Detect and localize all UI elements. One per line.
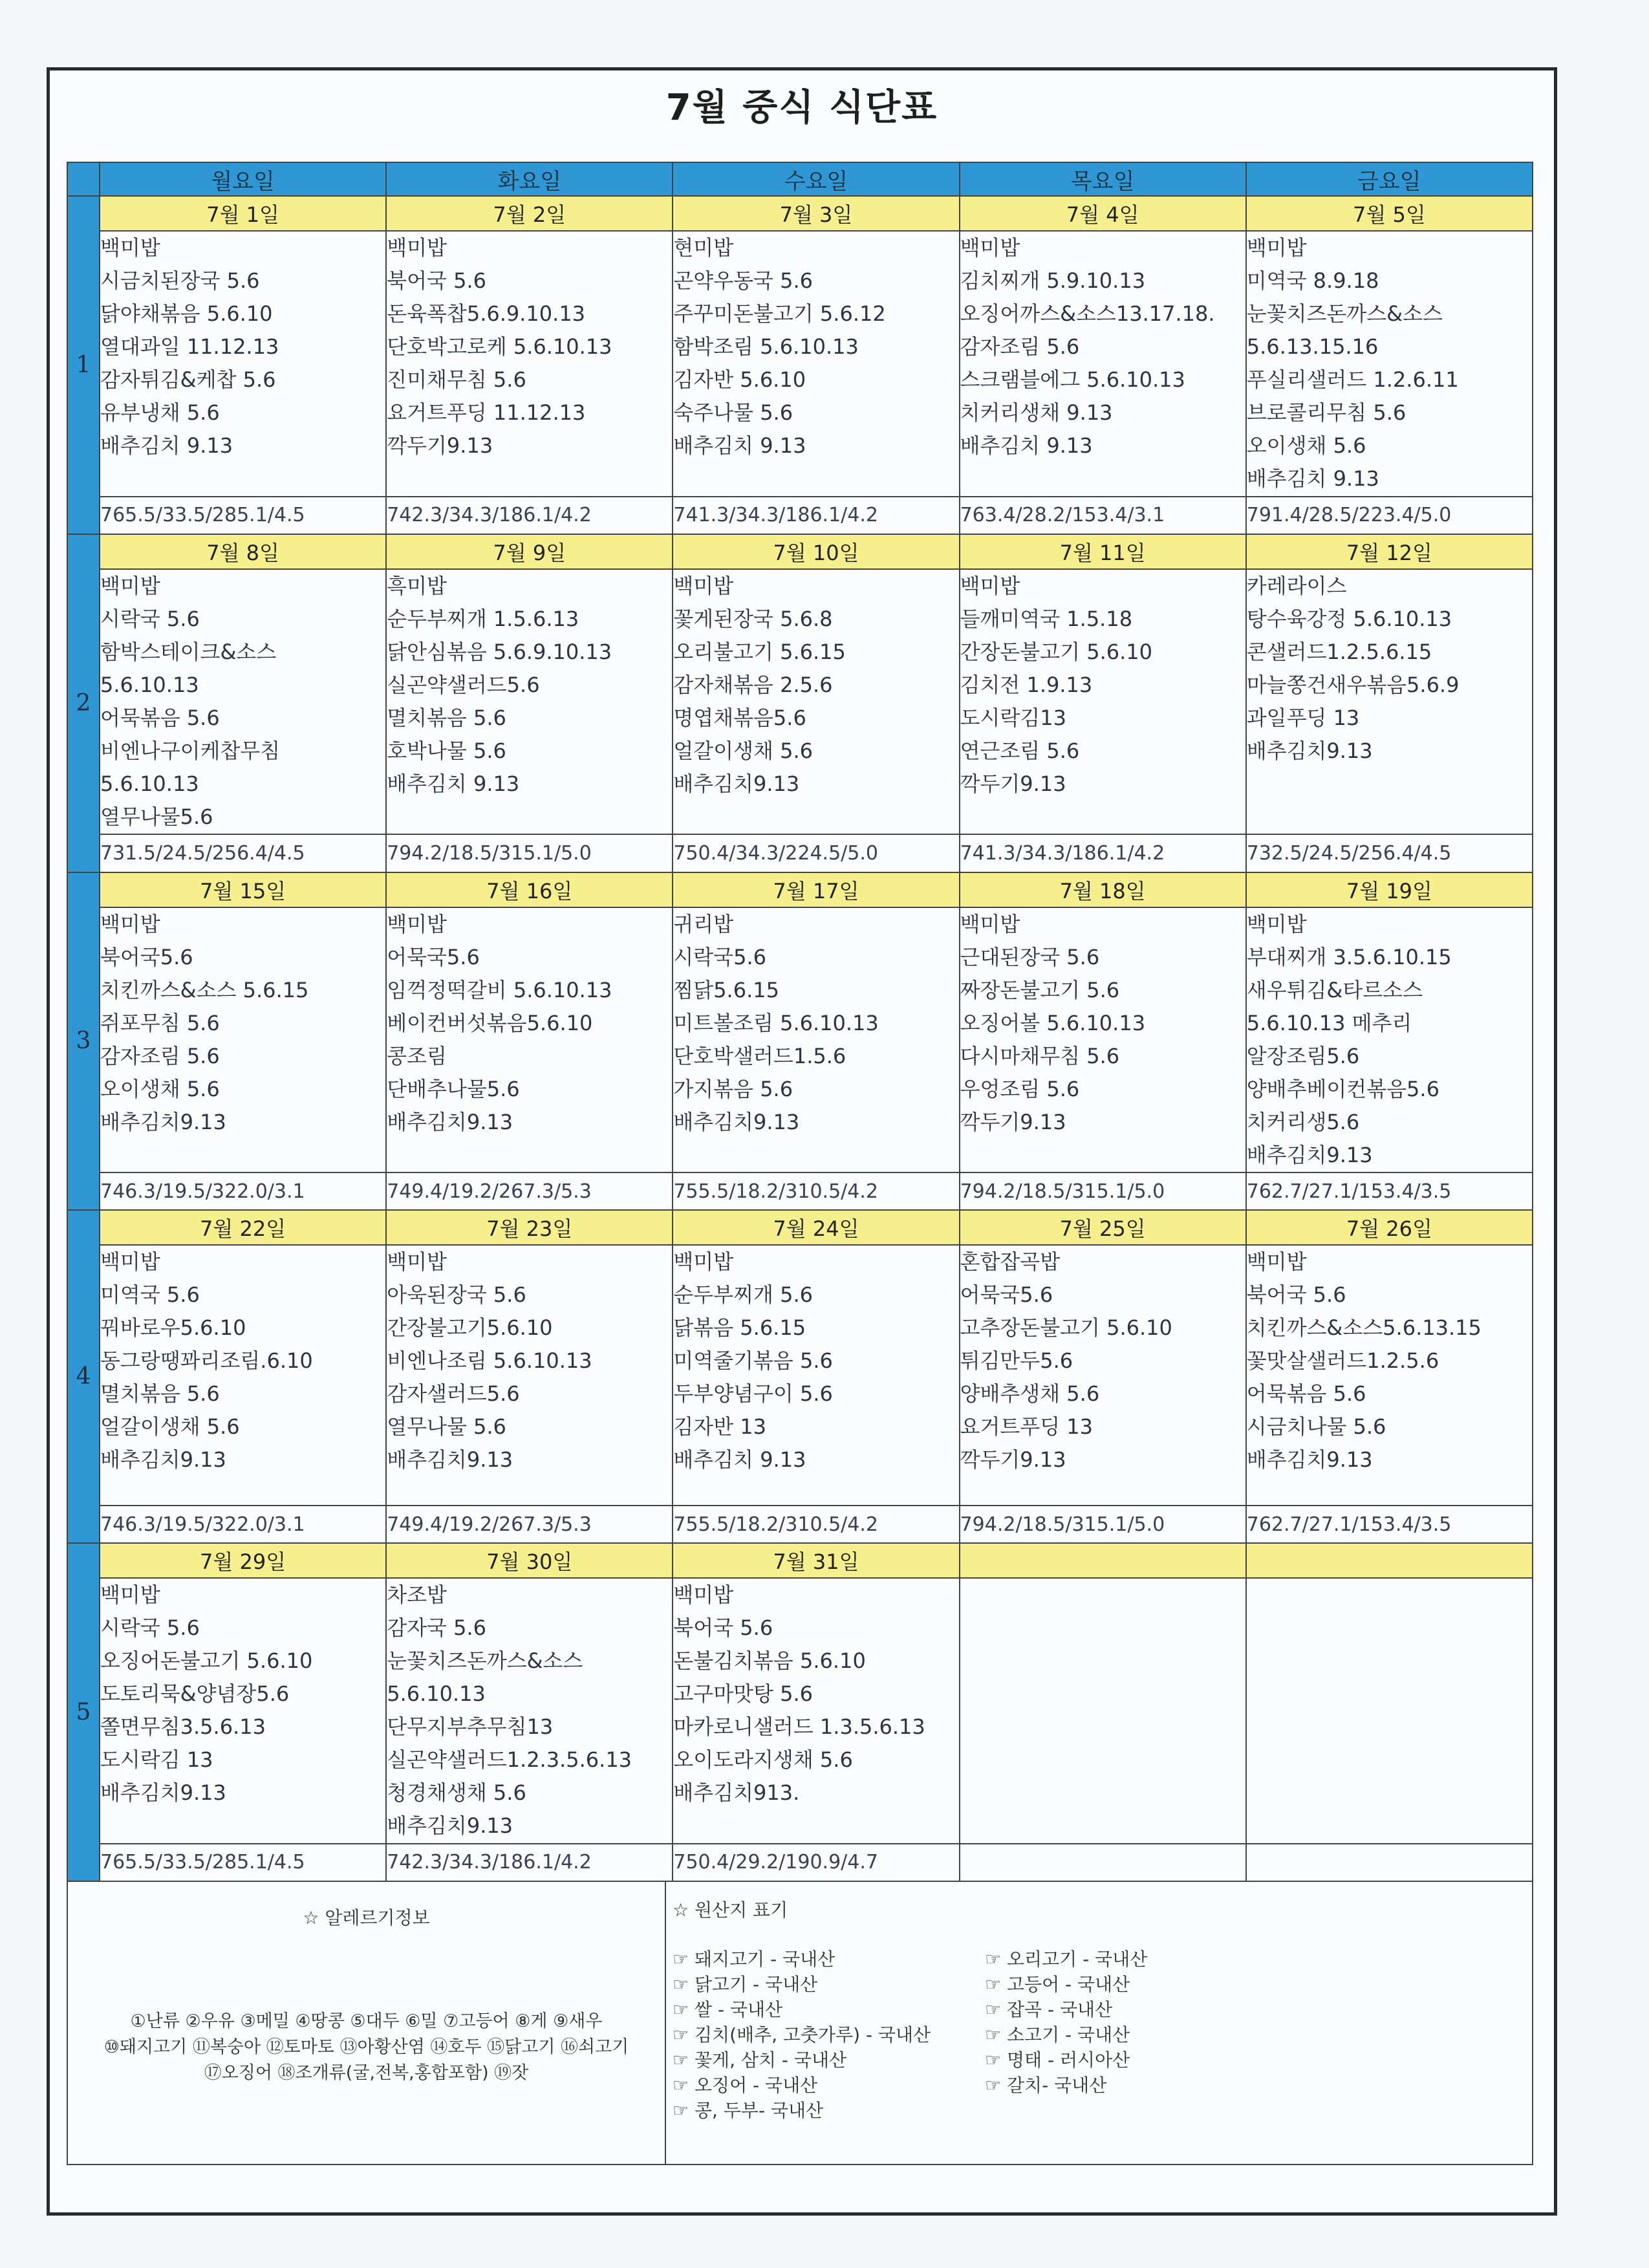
weekday-wednesday: 수요일 bbox=[673, 162, 959, 196]
menu-item: 주꾸미돈불고기 5.6.12 bbox=[673, 301, 886, 327]
menu-item: 베이컨버섯볶음5.6.10 bbox=[387, 1010, 593, 1035]
allergy-list bbox=[74, 2009, 658, 2086]
weekday-monday: 월요일 bbox=[100, 162, 386, 196]
menu-item: 배추김치 9.13 bbox=[387, 771, 520, 796]
menu-cell bbox=[100, 1245, 386, 1506]
menu-item: 얼갈이생채 5.6 bbox=[100, 1414, 240, 1440]
origin-item: ☞ 고등어 - 국내산 bbox=[985, 1974, 1130, 1995]
menu-item: 북어국 5.6 bbox=[673, 1615, 773, 1641]
menu-item: 임꺽정떡갈비 5.6.10.13 bbox=[387, 977, 612, 1002]
menu-item: 감자튀김&케찹 5.6 bbox=[100, 367, 276, 393]
week-number: 3 bbox=[67, 872, 100, 1211]
origin-item: ☞ 콩, 두부- 국내산 bbox=[673, 2100, 824, 2121]
menu-item: 김자반 5.6.10 bbox=[673, 367, 806, 393]
date-cell: 7월 16일 bbox=[386, 872, 673, 907]
info-footer bbox=[67, 1882, 1533, 2165]
menu-item: 단무지부추무침13 bbox=[387, 1714, 554, 1740]
nutrition-cell: 794.2/18.5/315.1/5.0 bbox=[386, 834, 673, 872]
menu-item: 배추김치9.13 bbox=[387, 1813, 513, 1839]
date-cell bbox=[1246, 1543, 1533, 1578]
date-cell: 7월 22일 bbox=[100, 1210, 386, 1245]
origin-item: ☞ 소고기 - 국내산 bbox=[985, 2024, 1130, 2046]
menu-item: 단호박고로케 5.6.10.13 bbox=[387, 334, 612, 360]
menu-item: 어묵볶음 5.6 bbox=[1246, 1381, 1366, 1407]
menu-cell bbox=[960, 1578, 1246, 1844]
menu-item: 부대찌개 3.5.6.10.15 bbox=[1246, 944, 1452, 969]
date-cell: 7월 5일 bbox=[1246, 196, 1533, 231]
menu-item: 눈꽃치즈돈까스&소스 bbox=[1246, 301, 1443, 327]
menu-item: 깍두기9.13 bbox=[387, 433, 493, 459]
menu-cell bbox=[673, 1578, 959, 1844]
menu-item: 다시마채무침 5.6 bbox=[960, 1043, 1120, 1068]
date-cell: 7월 23일 bbox=[386, 1210, 673, 1245]
nutrition-cell: 746.3/19.5/322.0/3.1 bbox=[100, 1506, 386, 1543]
date-cell: 7월 15일 bbox=[100, 872, 386, 907]
menu-item: 함박조림 5.6.10.13 bbox=[673, 334, 859, 360]
date-cell bbox=[960, 1543, 1246, 1578]
origin-item: ☞ 잡곡 - 국내산 bbox=[985, 1999, 1113, 2020]
menu-item: 푸실리샐러드 1.2.6.11 bbox=[1246, 367, 1459, 393]
week-menu-row bbox=[67, 907, 1533, 1173]
menu-item: 눈꽃치즈돈까스&소스 bbox=[387, 1648, 583, 1674]
nutrition-cell: 742.3/34.3/186.1/4.2 bbox=[386, 1844, 673, 1881]
menu-item: 돈육폭찹5.6.9.10.13 bbox=[387, 301, 586, 327]
menu-item: 백미밥 bbox=[960, 911, 1020, 936]
menu-item: 백미밥 bbox=[100, 1582, 160, 1608]
menu-item: 숙주나물 5.6 bbox=[673, 400, 793, 426]
menu-item: 간장불고기5.6.10 bbox=[387, 1315, 553, 1341]
menu-item: 우엉조림 5.6 bbox=[960, 1076, 1080, 1101]
menu-item: 5.6.10.13 bbox=[100, 771, 199, 796]
date-cell: 7월 17일 bbox=[673, 872, 959, 907]
menu-cell bbox=[386, 569, 673, 835]
menu-item: 오징어까스&소스13.17.18. bbox=[960, 301, 1215, 327]
nutrition-cell: 755.5/18.2/310.5/4.2 bbox=[673, 1172, 959, 1210]
menu-item: 도토리묵&양념장5.6 bbox=[100, 1681, 290, 1707]
menu-item: 북어국 5.6 bbox=[1246, 1282, 1346, 1308]
origin-item: ☞ 오징어 - 국내산 bbox=[673, 2075, 818, 2096]
menu-item: 현미밥 bbox=[673, 235, 734, 261]
menu-item: 오이생채 5.6 bbox=[100, 1076, 220, 1101]
menu-item: 미역줄기볶음 5.6 bbox=[673, 1348, 833, 1374]
menu-item: 스크램블에그 5.6.10.13 bbox=[960, 367, 1185, 393]
menu-item: 단호박샐러드1.5.6 bbox=[673, 1043, 846, 1068]
menu-item: 얼갈이생채 5.6 bbox=[673, 738, 813, 763]
week-date-row bbox=[67, 872, 1533, 907]
nutrition-cell: 741.3/34.3/186.1/4.2 bbox=[673, 497, 959, 534]
menu-item: 오이생채 5.6 bbox=[1246, 433, 1366, 459]
date-cell: 7월 31일 bbox=[673, 1543, 959, 1578]
menu-item: 북어국5.6 bbox=[100, 944, 193, 969]
menu-item: 감자샐러드5.6 bbox=[387, 1381, 520, 1407]
menu-cell bbox=[673, 569, 959, 835]
week-date-row bbox=[67, 534, 1533, 569]
menu-item: 배추김치9.13 bbox=[1246, 1142, 1373, 1167]
date-cell: 7월 11일 bbox=[960, 534, 1246, 569]
nutrition-cell: 741.3/34.3/186.1/4.2 bbox=[960, 834, 1246, 872]
menu-item: 미트볼조림 5.6.10.13 bbox=[673, 1010, 879, 1035]
nutrition-cell: 765.5/33.5/285.1/4.5 bbox=[100, 1844, 386, 1881]
menu-cell bbox=[673, 231, 959, 497]
menu-item: 백미밥 bbox=[1246, 235, 1307, 261]
menu-item: 감자국 5.6 bbox=[387, 1615, 486, 1641]
menu-item: 5.6.10.13 메추리 bbox=[1246, 1010, 1412, 1035]
menu-item: 실곤약샐러드5.6 bbox=[387, 672, 540, 697]
week-nutrition-row bbox=[67, 1844, 1533, 1881]
menu-item: 도시락김 13 bbox=[100, 1747, 213, 1773]
origin-item: ☞ 김치(배추, 고춧가루) - 국내산 bbox=[673, 2024, 931, 2046]
allergy-line: ①난류 ②우유 ③메밀 ④땅콩 ⑤대두 ⑥밀 ⑦고등어 ⑧게 ⑨새우 bbox=[130, 2011, 603, 2031]
date-cell: 7월 18일 bbox=[960, 872, 1246, 907]
menu-item: 오이도라지생채 5.6 bbox=[673, 1747, 853, 1773]
week-date-row bbox=[67, 1543, 1533, 1578]
date-cell: 7월 8일 bbox=[100, 534, 386, 569]
menu-item: 백미밥 bbox=[100, 1249, 160, 1275]
menu-cell bbox=[1246, 569, 1533, 835]
menu-item: 미역국 8.9.18 bbox=[1246, 268, 1379, 294]
menu-item: 실곤약샐러드1.2.3.5.6.13 bbox=[387, 1747, 632, 1773]
date-cell: 7월 4일 bbox=[960, 196, 1246, 231]
footer-divider bbox=[665, 1882, 666, 2164]
menu-item: 멸치볶음 5.6 bbox=[100, 1381, 220, 1407]
nutrition-cell: 732.5/24.5/256.4/4.5 bbox=[1246, 834, 1533, 872]
date-cell: 7월 10일 bbox=[673, 534, 959, 569]
date-cell: 7월 3일 bbox=[673, 196, 959, 231]
menu-item: 간장돈불고기 5.6.10 bbox=[960, 639, 1152, 664]
menu-item: 감자조림 5.6 bbox=[100, 1043, 220, 1068]
menu-cell bbox=[1246, 907, 1533, 1173]
menu-item: 혼합잡곡밥 bbox=[960, 1249, 1061, 1275]
menu-item: 콘샐러드1.2.5.6.15 bbox=[1246, 639, 1432, 664]
menu-cell bbox=[960, 907, 1246, 1173]
menu-item: 두부양념구이 5.6 bbox=[673, 1381, 833, 1407]
menu-item: 돈불김치볶음 5.6.10 bbox=[673, 1648, 866, 1674]
nutrition-cell: 749.4/19.2/267.3/5.3 bbox=[386, 1506, 673, 1543]
menu-item: 5.6.10.13 bbox=[387, 1681, 486, 1707]
menu-item: 어묵볶음 5.6 bbox=[100, 705, 220, 730]
menu-cell bbox=[386, 231, 673, 497]
nutrition-cell: 794.2/18.5/315.1/5.0 bbox=[960, 1506, 1246, 1543]
menu-item: 짜장돈불고기 5.6 bbox=[960, 977, 1120, 1002]
menu-item: 배추김치 9.13 bbox=[100, 433, 233, 459]
menu-cell bbox=[960, 569, 1246, 835]
menu-item: 도시락김13 bbox=[960, 705, 1066, 730]
menu-item: 열무나물 5.6 bbox=[387, 1414, 506, 1440]
menu-item: 김자반 13 bbox=[673, 1414, 767, 1440]
nutrition-cell bbox=[1246, 1844, 1533, 1881]
menu-item: 시금치나물 5.6 bbox=[1246, 1414, 1386, 1440]
menu-cell bbox=[673, 907, 959, 1173]
menu-item: 오징어돈불고기 5.6.10 bbox=[100, 1648, 313, 1674]
menu-item: 비엔나조림 5.6.10.13 bbox=[387, 1348, 592, 1374]
nutrition-cell: 755.5/18.2/310.5/4.2 bbox=[673, 1506, 959, 1543]
menu-cell bbox=[1246, 1578, 1533, 1844]
menu-item: 백미밥 bbox=[100, 911, 160, 936]
menu-item: 백미밥 bbox=[673, 1582, 734, 1608]
menu-item: 5.6.10.13 bbox=[100, 672, 199, 697]
menu-item: 연근조림 5.6 bbox=[960, 738, 1080, 763]
week-nutrition-row bbox=[67, 1506, 1533, 1543]
menu-item: 닭야채볶음 5.6.10 bbox=[100, 301, 273, 327]
menu-item: 멸치볶음 5.6 bbox=[387, 705, 506, 730]
menu-item: 요거트푸딩 13 bbox=[960, 1414, 1094, 1440]
menu-cell bbox=[1246, 1245, 1533, 1506]
weekday-header-row bbox=[67, 162, 1533, 196]
menu-item: 귀리밥 bbox=[673, 911, 734, 936]
nutrition-cell: 731.5/24.5/256.4/4.5 bbox=[100, 834, 386, 872]
menu-item: 순두부찌개 1.5.6.13 bbox=[387, 606, 579, 631]
menu-item: 명엽채볶음5.6 bbox=[673, 705, 806, 730]
menu-cell bbox=[673, 1245, 959, 1506]
menu-cell bbox=[1246, 231, 1533, 497]
menu-item: 알장조림5.6 bbox=[1246, 1043, 1360, 1068]
date-cell: 7월 1일 bbox=[100, 196, 386, 231]
weekday-thursday: 목요일 bbox=[960, 162, 1246, 196]
week-number: 2 bbox=[67, 534, 100, 872]
menu-item: 호박나물 5.6 bbox=[387, 738, 506, 763]
weekday-tuesday: 화요일 bbox=[386, 162, 673, 196]
origin-item: ☞ 오리고기 - 국내산 bbox=[985, 1949, 1148, 1970]
menu-item: 콩조림 bbox=[387, 1043, 447, 1068]
menu-item: 꽃맛살샐러드1.2.5.6 bbox=[1246, 1348, 1439, 1374]
menu-item: 찜닭5.6.15 bbox=[673, 977, 779, 1002]
nutrition-cell bbox=[960, 1844, 1246, 1881]
menu-item: 고추장돈불고기 5.6.10 bbox=[960, 1315, 1172, 1341]
menu-item: 쫄면무침3.5.6.13 bbox=[100, 1714, 266, 1740]
allergy-line: ⑩돼지고기 ⑪복숭아 ⑫토마토 ⑬아황산염 ⑭호두 ⑮닭고기 ⑯쇠고기 bbox=[103, 2037, 629, 2057]
menu-table bbox=[67, 162, 1533, 1882]
menu-item: 배추김치9.13 bbox=[673, 1109, 800, 1134]
menu-item: 배추김치9.13 bbox=[1246, 1447, 1373, 1473]
menu-item: 오징어볼 5.6.10.13 bbox=[960, 1010, 1146, 1035]
menu-item: 닭볶음 5.6.15 bbox=[673, 1315, 806, 1341]
menu-item: 김치찌개 5.9.10.13 bbox=[960, 268, 1146, 294]
week-menu-row bbox=[67, 1578, 1533, 1844]
menu-item: 동그랑땡꽈리조림.6.10 bbox=[100, 1348, 313, 1374]
week-nutrition-row bbox=[67, 497, 1533, 534]
menu-item: 배추김치 9.13 bbox=[960, 433, 1093, 459]
menu-item: 닭안심볶음 5.6.9.10.13 bbox=[387, 639, 612, 664]
menu-item: 배추김치 9.13 bbox=[673, 433, 806, 459]
week-date-row bbox=[67, 196, 1533, 231]
menu-item: 감자채볶음 2.5.6 bbox=[673, 672, 833, 697]
week-menu-row bbox=[67, 569, 1533, 835]
menu-item: 꿔바로우5.6.10 bbox=[100, 1315, 246, 1341]
menu-item: 배추김치9.13 bbox=[387, 1109, 513, 1134]
weekday-friday: 금요일 bbox=[1246, 162, 1533, 196]
menu-item: 어묵국5.6 bbox=[387, 944, 480, 969]
week-nutrition-row bbox=[67, 1172, 1533, 1210]
menu-item: 배추김치9.13 bbox=[673, 771, 800, 796]
menu-item: 백미밥 bbox=[1246, 1249, 1307, 1275]
menu-item: 가지볶음 5.6 bbox=[673, 1076, 793, 1101]
menu-item: 백미밥 bbox=[673, 573, 734, 598]
menu-item: 깍두기9.13 bbox=[960, 1447, 1066, 1473]
date-cell: 7월 2일 bbox=[386, 196, 673, 231]
nutrition-cell: 746.3/19.5/322.0/3.1 bbox=[100, 1172, 386, 1210]
week-number: 4 bbox=[67, 1210, 100, 1543]
date-cell: 7월 12일 bbox=[1246, 534, 1533, 569]
menu-item: 감자조림 5.6 bbox=[960, 334, 1080, 360]
menu-item: 양배추베이컨볶음5.6 bbox=[1246, 1076, 1439, 1101]
menu-cell bbox=[386, 907, 673, 1173]
menu-item: 치킨까스&소스 5.6.15 bbox=[100, 977, 309, 1002]
nutrition-cell: 750.4/29.2/190.9/4.7 bbox=[673, 1844, 959, 1881]
menu-item: 곤약우동국 5.6 bbox=[673, 268, 813, 294]
menu-item: 백미밥 bbox=[100, 235, 160, 261]
nutrition-cell: 791.4/28.5/223.4/5.0 bbox=[1246, 497, 1533, 534]
menu-item: 배추김치9.13 bbox=[100, 1780, 226, 1806]
origin-item: ☞ 돼지고기 - 국내산 bbox=[673, 1949, 835, 1970]
date-cell: 7월 30일 bbox=[386, 1543, 673, 1578]
date-cell: 7월 9일 bbox=[386, 534, 673, 569]
menu-item: 배추김치9.13 bbox=[387, 1447, 513, 1473]
menu-item: 요거트푸딩 11.12.13 bbox=[387, 400, 586, 426]
origin-title: ☆ 원산지 표기 bbox=[673, 1899, 788, 1921]
menu-cell bbox=[386, 1578, 673, 1844]
nutrition-cell: 750.4/34.3/224.5/5.0 bbox=[673, 834, 959, 872]
menu-item: 백미밥 bbox=[100, 573, 160, 598]
menu-item: 오리불고기 5.6.15 bbox=[673, 639, 846, 664]
week-menu-row bbox=[67, 1245, 1533, 1506]
menu-item: 열무나물5.6 bbox=[100, 804, 213, 829]
menu-item: 시락국 5.6 bbox=[100, 606, 200, 631]
nutrition-cell: 749.4/19.2/267.3/5.3 bbox=[386, 1172, 673, 1210]
menu-item: 북어국 5.6 bbox=[387, 268, 486, 294]
menu-item: 깍두기9.13 bbox=[960, 1109, 1066, 1134]
menu-item: 김치전 1.9.13 bbox=[960, 672, 1093, 697]
menu-item: 시금치된장국 5.6 bbox=[100, 268, 260, 294]
menu-item: 단배추나물5.6 bbox=[387, 1076, 520, 1101]
menu-item: 브로콜리무침 5.6 bbox=[1246, 400, 1406, 426]
menu-item: 꽃게된장국 5.6.8 bbox=[673, 606, 833, 631]
menu-cell bbox=[386, 1245, 673, 1506]
menu-item: 치커리생5.6 bbox=[1246, 1109, 1360, 1134]
nutrition-cell: 742.3/34.3/186.1/4.2 bbox=[386, 497, 673, 534]
nutrition-cell: 794.2/18.5/315.1/5.0 bbox=[960, 1172, 1246, 1210]
menu-item: 치킨까스&소스5.6.13.15 bbox=[1246, 1315, 1482, 1341]
menu-item: 청경채생채 5.6 bbox=[387, 1780, 526, 1806]
menu-cell bbox=[100, 231, 386, 497]
menu-item: 어묵국5.6 bbox=[960, 1282, 1053, 1308]
origin-item: ☞ 닭고기 - 국내산 bbox=[673, 1974, 818, 1995]
menu-item: 순두부찌개 5.6 bbox=[673, 1282, 813, 1308]
menu-item: 배추김치 9.13 bbox=[1246, 466, 1379, 491]
menu-item: 새우튀김&타르소스 bbox=[1246, 977, 1423, 1002]
menu-item: 탕수육강정 5.6.10.13 bbox=[1246, 606, 1452, 631]
menu-item: 마늘쫑건새우볶음5.6.9 bbox=[1246, 672, 1460, 697]
menu-item: 고구마맛탕 5.6 bbox=[673, 1681, 813, 1707]
menu-cell bbox=[100, 907, 386, 1173]
nutrition-cell: 762.7/27.1/153.4/3.5 bbox=[1246, 1506, 1533, 1543]
menu-item: 시락국5.6 bbox=[673, 944, 767, 969]
week-menu-row bbox=[67, 231, 1533, 497]
week-nutrition-row bbox=[67, 834, 1533, 872]
menu-item: 배추김치9.13 bbox=[1246, 738, 1373, 763]
menu-item: 차조밥 bbox=[387, 1582, 447, 1608]
menu-item: 깍두기9.13 bbox=[960, 771, 1066, 796]
date-cell: 7월 19일 bbox=[1246, 872, 1533, 907]
week-number: 1 bbox=[67, 196, 100, 534]
origin-list-right bbox=[985, 1947, 1147, 2098]
date-cell: 7월 29일 bbox=[100, 1543, 386, 1578]
menu-item: 백미밥 bbox=[960, 235, 1020, 261]
origin-list-left bbox=[673, 1947, 931, 2123]
menu-item: 미역국 5.6 bbox=[100, 1282, 200, 1308]
menu-item: 백미밥 bbox=[673, 1249, 734, 1275]
date-cell: 7월 25일 bbox=[960, 1210, 1246, 1245]
menu-item: 백미밥 bbox=[1246, 911, 1307, 936]
menu-item: 백미밥 bbox=[387, 1249, 447, 1275]
menu-item: 근대된장국 5.6 bbox=[960, 944, 1100, 969]
nutrition-cell: 763.4/28.2/153.4/3.1 bbox=[960, 497, 1246, 534]
menu-item: 흑미밥 bbox=[387, 573, 447, 598]
menu-item: 배추김치913. bbox=[673, 1780, 800, 1806]
allergy-title: ☆ 알레르기정보 bbox=[303, 1907, 430, 1928]
menu-item: 튀김만두5.6 bbox=[960, 1348, 1073, 1374]
origin-item: ☞ 갈치- 국내산 bbox=[985, 2075, 1107, 2096]
allergy-line: ⑰오징어 ⑱조개류(굴,전복,홍합포함) ⑲잣 bbox=[204, 2063, 529, 2083]
date-cell: 7월 26일 bbox=[1246, 1210, 1533, 1245]
week-date-row bbox=[67, 1210, 1533, 1245]
menu-item: 백미밥 bbox=[960, 573, 1020, 598]
menu-item: 배추김치9.13 bbox=[100, 1447, 226, 1473]
header-corner bbox=[67, 162, 100, 196]
menu-item: 백미밥 bbox=[387, 235, 447, 261]
menu-item: 진미채무침 5.6 bbox=[387, 367, 526, 393]
menu-item: 함박스테이크&소스 bbox=[100, 639, 277, 664]
nutrition-cell: 762.7/27.1/153.4/3.5 bbox=[1246, 1172, 1533, 1210]
page-title: 7월 중식 식단표 bbox=[665, 87, 938, 129]
menu-item: 쥐포무침 5.6 bbox=[100, 1010, 220, 1035]
origin-item: ☞ 명태 - 러시아산 bbox=[985, 2049, 1130, 2071]
week-number: 5 bbox=[67, 1543, 100, 1881]
menu-item: 비엔나구이케찹무침 bbox=[100, 738, 281, 763]
menu-cell bbox=[100, 1578, 386, 1844]
menu-item: 과일푸딩 13 bbox=[1246, 705, 1360, 730]
menu-item: 열대과일 11.12.13 bbox=[100, 334, 279, 360]
menu-cell bbox=[100, 569, 386, 835]
menu-item: 배추김치9.13 bbox=[100, 1109, 226, 1134]
menu-item: 치커리생채 9.13 bbox=[960, 400, 1113, 426]
menu-cell bbox=[960, 231, 1246, 497]
menu-item: 시락국 5.6 bbox=[100, 1615, 200, 1641]
menu-item: 양배추생채 5.6 bbox=[960, 1381, 1100, 1407]
menu-item: 카레라이스 bbox=[1246, 573, 1347, 598]
menu-item: 마카로니샐러드 1.3.5.6.13 bbox=[673, 1714, 925, 1740]
date-cell: 7월 24일 bbox=[673, 1210, 959, 1245]
menu-item: 백미밥 bbox=[387, 911, 447, 936]
menu-cell bbox=[960, 1245, 1246, 1506]
origin-item: ☞ 쌀 - 국내산 bbox=[673, 1999, 783, 2020]
menu-item: 들깨미역국 1.5.18 bbox=[960, 606, 1133, 631]
nutrition-cell: 765.5/33.5/285.1/4.5 bbox=[100, 497, 386, 534]
menu-item: 유부냉채 5.6 bbox=[100, 400, 220, 426]
menu-item: 5.6.13.15.16 bbox=[1246, 334, 1379, 360]
menu-item: 배추김치 9.13 bbox=[673, 1447, 806, 1473]
origin-item: ☞ 꽃게, 삼치 - 국내산 bbox=[673, 2049, 847, 2071]
menu-item: 아욱된장국 5.6 bbox=[387, 1282, 526, 1308]
